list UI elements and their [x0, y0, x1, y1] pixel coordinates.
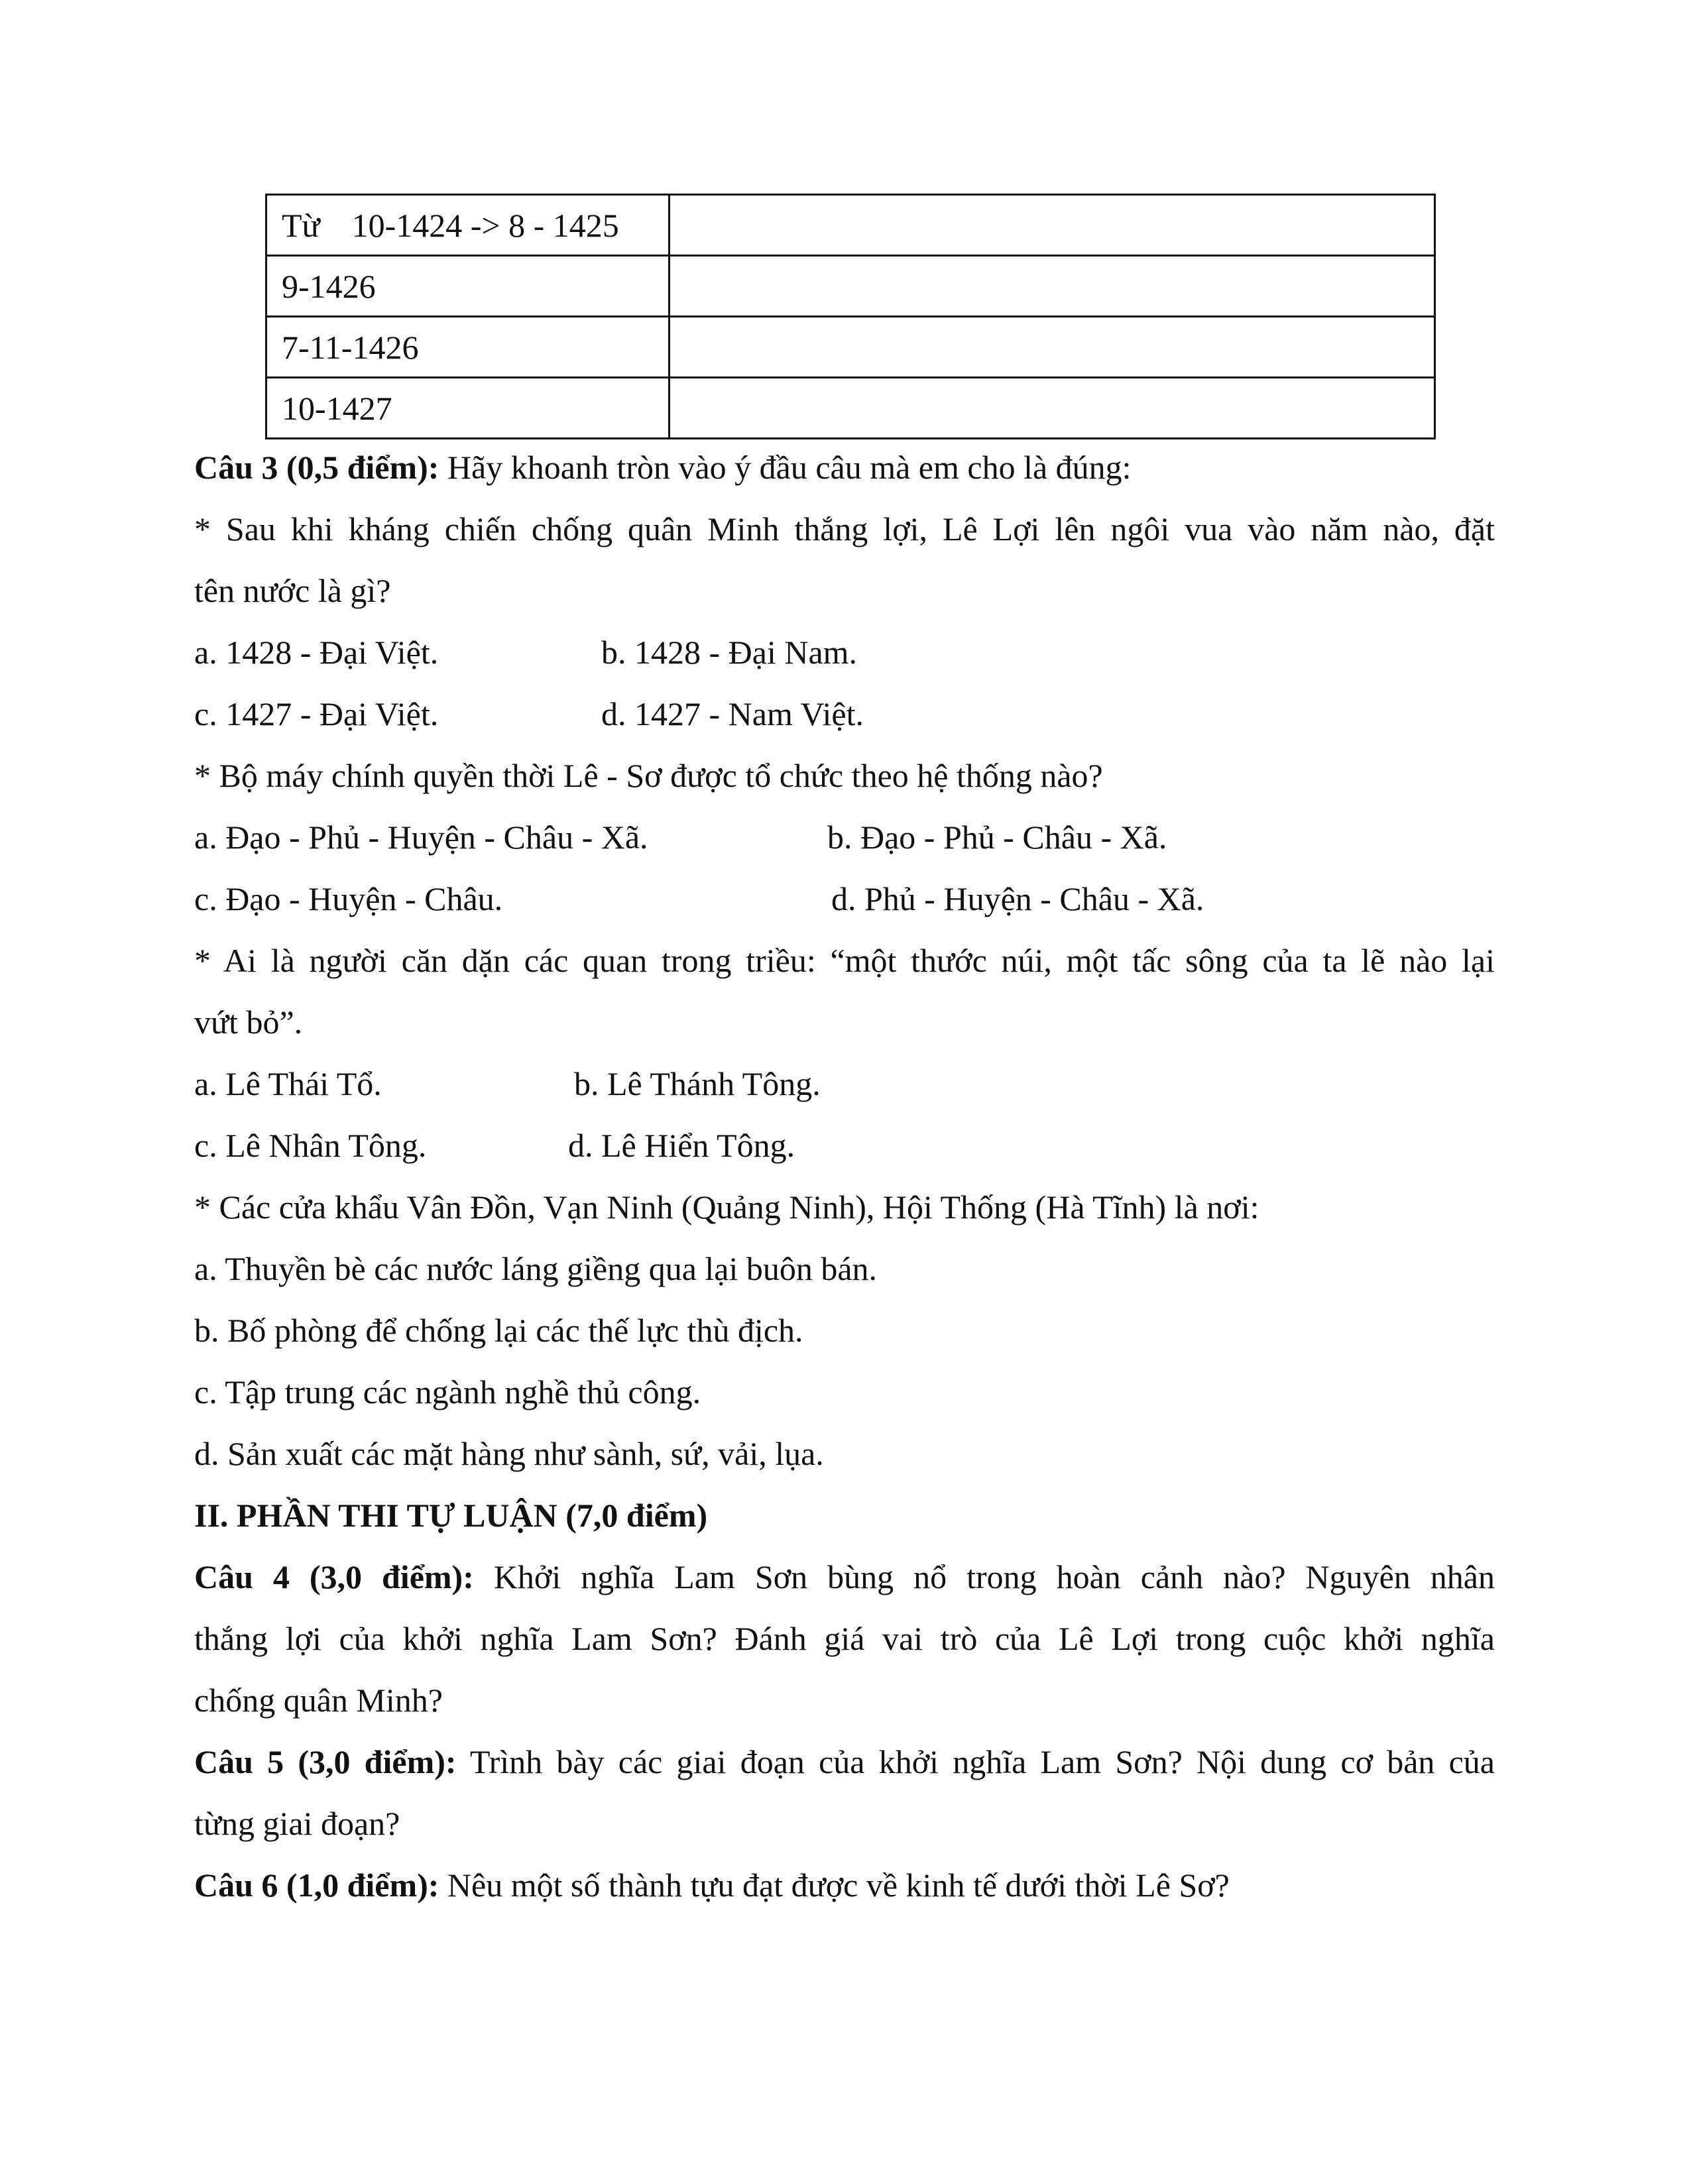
- table-row: [266, 378, 1435, 439]
- q3-item3-options-ab: [194, 1065, 1495, 1102]
- table-cell-date: [266, 256, 670, 317]
- table-cell-answer: [670, 195, 1435, 256]
- q3-label: Câu 3 (0,5 điểm):: [194, 449, 439, 486]
- option-c: c. 1427 - Đại Việt.: [194, 695, 439, 732]
- option-b: b. Lê Thánh Tông.: [574, 1065, 821, 1102]
- q4-text: Khởi nghĩa Lam Sơn bùng nổ trong hoàn cảnh nào? Nguyên nhân: [473, 1558, 1495, 1595]
- table-row: [266, 317, 1435, 378]
- table-row: [266, 195, 1435, 256]
- q5-label: Câu 5 (3,0 điểm):: [194, 1743, 457, 1780]
- date-value: 7-11-1426: [282, 328, 419, 366]
- date-value: 10-1427: [282, 389, 392, 427]
- option-c: c. Lê Nhân Tông.: [194, 1127, 427, 1164]
- q3-item4-question: * Các cửa khẩu Vân Đồn, Vạn Ninh (Quảng Ninh), Hội Thống (Hà Tĩnh) là nơi:: [194, 1188, 1259, 1226]
- q3-item2-options-cd: [194, 880, 1495, 917]
- part2-heading: II. PHẦN THI TỰ LUẬN (7,0 điểm): [194, 1497, 708, 1534]
- table-cell-answer: [670, 317, 1435, 378]
- q5-line1: [194, 1743, 1495, 1780]
- option-d: d. 1427 - Nam Việt.: [601, 695, 864, 732]
- q4-label: Câu 4 (3,0 điểm):: [194, 1558, 474, 1595]
- q6-line1: [194, 1867, 1495, 1904]
- q5-line2: từng giai đoạn?: [194, 1805, 400, 1842]
- q3-item2-options-ab: [194, 819, 1495, 856]
- q3-instruction: Hãy khoanh tròn vào ý đầu câu mà em cho là đúng:: [439, 449, 1132, 486]
- table-row: [266, 256, 1435, 317]
- option-b: b. Đạo - Phủ - Châu - Xã.: [827, 819, 1167, 856]
- q4-line2: thắng lợi của khởi nghĩa Lam Sơn? Đánh giá vai trò của Lê Lợi trong cuộc khởi nghĩa: [194, 1620, 1495, 1657]
- table-cell-date: [266, 317, 670, 378]
- q3-item3-question-line1: * Ai là người căn dặn các quan trong triều: “một thước núi, một tấc sông của ta lẽ nào lại: [194, 942, 1495, 979]
- q5-text: Trình bày các giai đoạn của khởi nghĩa Lam Sơn? Nội dung cơ bản của: [456, 1743, 1495, 1780]
- q6-label: Câu 6 (1,0 điểm):: [194, 1867, 439, 1904]
- date-value: 10-1424 -> 8 - 1425: [351, 206, 619, 244]
- q3-item4-option-a: a. Thuyền bè các nước láng giềng qua lại buôn bán.: [194, 1250, 878, 1287]
- q4-line3: chống quân Minh?: [194, 1682, 443, 1719]
- date-prefix: Từ: [282, 206, 320, 244]
- q6-text: Nêu một số thành tựu đạt được về kinh tế dưới thời Lê Sơ?: [439, 1867, 1230, 1904]
- option-d: d. Phủ - Huyện - Châu - Xã.: [831, 880, 1204, 917]
- table-cell-answer: [670, 256, 1435, 317]
- q3-item4-option-c: c. Tập trung các ngành nghề thủ công.: [194, 1373, 701, 1410]
- q3-item2-question: * Bộ máy chính quyền thời Lê - Sơ được tổ chức theo hệ thống nào?: [194, 757, 1103, 794]
- q3-item1-question-line2: tên nước là gì?: [194, 572, 391, 609]
- q3-item3-options-cd: [194, 1127, 1495, 1164]
- q3-item1-options-ab: [194, 634, 1495, 671]
- date-value: 9-1426: [282, 267, 376, 305]
- timeline-table: [265, 194, 1436, 439]
- q3-item4-option-b: b. Bố phòng để chống lại các thế lực thù địch.: [194, 1312, 803, 1349]
- table-cell-answer: [670, 378, 1435, 439]
- q3-heading: [194, 449, 1495, 486]
- q3-item1-question-line1: * Sau khi kháng chiến chống quân Minh thắng lợi, Lê Lợi lên ngôi vua vào năm nào, đặt: [194, 510, 1495, 547]
- q3-item3-question-line2: vứt bỏ”.: [194, 1004, 303, 1041]
- option-a: a. 1428 - Đại Việt.: [194, 634, 439, 671]
- option-d: d. Lê Hiển Tông.: [568, 1127, 795, 1164]
- q3-item4-option-d: d. Sản xuất các mặt hàng như sành, sứ, vải, lụa.: [194, 1435, 824, 1472]
- table-cell-date: [266, 378, 670, 439]
- q4-line1: [194, 1558, 1495, 1595]
- option-a: a. Lê Thái Tổ.: [194, 1065, 382, 1102]
- option-a: a. Đạo - Phủ - Huyện - Châu - Xã.: [194, 819, 648, 856]
- option-c: c. Đạo - Huyện - Châu.: [194, 880, 503, 917]
- table-cell-date: [266, 195, 670, 256]
- q3-item1-options-cd: [194, 695, 1495, 732]
- option-b: b. 1428 - Đại Nam.: [601, 634, 858, 671]
